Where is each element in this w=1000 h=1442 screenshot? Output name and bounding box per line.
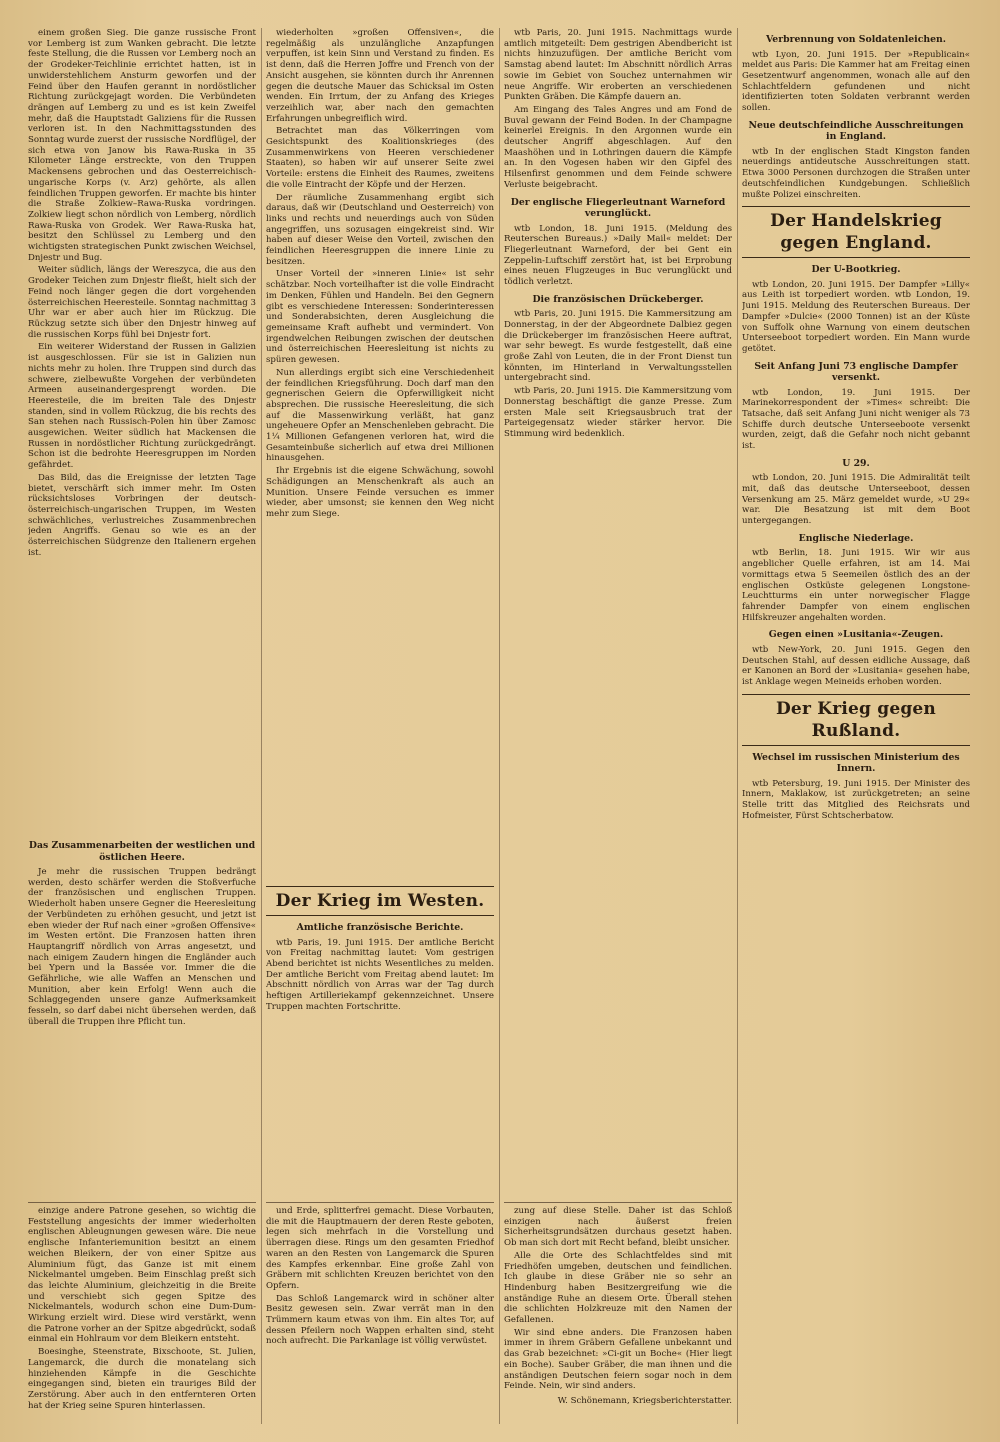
column-2 bbox=[266, 28, 494, 1424]
byline: W. Schönemann, Kriegsberichterstatter. bbox=[557, 1395, 732, 1406]
section-heading: Wechsel im russischen Ministerium des Innern. bbox=[752, 751, 960, 775]
article-text: Boesinghe, Steenstrate, Bixschoote, St. Julien, Langemarck, die durch die monatelang sich hinziehenden Kämpfe in die Geschichte eingegangen sind, bieten ein trauriges Bild der Zerstörung. Aber auch in den entfernteren Orten hat der Krieg seine Spuren hinterlassen. bbox=[28, 1347, 256, 1411]
article-text: Das Schloß Langemarck wird in schöner alter Besitz gewesen sein. Zwar verrät man in den Trümmern kaum etwas von ihm. Ein altes Tor, auf dessen Pfeilern noch Wappen erhalten sind, steht noch aufrecht. Die Parkanlage ist völlig verwüstet. bbox=[266, 1293, 494, 1347]
article-text: einem großen Sieg. Die ganze russische Front vor Lemberg ist zum Wanken gebracht. Die letzte feste Stellung, die die Russen vor Lemberg noch an der Grodeker-Teichlinie errichtet hatten, ist in unwiderstehlichem Ansturm geworfen und der Feind über den Haufen gerannt in nordöstlicher Richtung zurückgejagt worden. Die Verbündeten drängen auf Lemberg zu und es ist kein Zweifel mehr, daß die Hauptstadt Galiziens für die Russen verloren ist. In den Nachmittagsstunden des Sonntag wurde zuerst der russische Nordflügel, der sich etwa von Janow bis Rawa-Ruska in 35 Kilometer Länge erstreckte, von den Truppen Mackensens gebrochen und das Oesterreichisch-ungarische Korps (v. Arz) gehörte, als allen feindlichen Truppen geworfen. Er machte bis hinter die Straße Zolkiew–Rawa-Ruska vordringen. Zolkiew liegt schon nördlich von Lemberg, nördlich Rawa-Ruska von Grodek. Wer Rawa-Ruska hat, besitzt den Schlüssel zu Lemberg und den wichtigsten strategischen Punkt zwischen Weichsel, Dnjestr und Bug. bbox=[28, 28, 256, 263]
section-heading: Englische Niederlage. bbox=[798, 532, 914, 544]
section-heading: U 29. bbox=[842, 457, 870, 469]
article-text: Ihr Ergebnis ist die eigene Schwächung, sowohl Schädigungen an Menschenkraft als auch an Munition. Unsere Feinde versuchen es immer wieder, aber umsonst; sie kennen den Weg nicht mehr zum Siege. bbox=[266, 466, 494, 519]
section-heading: Seit Anfang Juni 73 englische Dampfer versenkt. bbox=[754, 360, 958, 384]
article-text: wtb Paris, 20. Juni 1915. Die Kammersitzung vom Donnerstag beschäftigt die ganze Presse. Zum ersten Male seit Kriegsausbruch trat der Parteigegensatz wieder stärker hervor. Die Stimmung wird bedenklich. bbox=[504, 386, 732, 439]
article-text: Unser Vorteil der »inneren Linie« ist sehr schätzbar. Noch vorteilhafter ist die volle Eindracht im Denken, Fühlen und Handeln. Bei den Gegnern gibt es verschiedene Interessen: Sonderinteressen und Sonderabsichten, deren Ausgleichung die gemeinsame Kraft aufhebt und vermindert. Von irgendwelchen Reibungen zwischen der deutschen und österreichischen Heeresleitung ist nichts zu spüren gewesen. bbox=[266, 269, 494, 366]
column-4 bbox=[742, 28, 970, 1424]
column-rule bbox=[261, 28, 262, 1424]
section-heading: Der englische Fliegerleutnant Warneford verunglückt. bbox=[510, 196, 726, 220]
section-heading: Gegen einen »Lusitania«-Zeugen. bbox=[768, 629, 944, 641]
section-banner: Der Krieg im Westen. bbox=[266, 886, 494, 916]
column-2-top bbox=[266, 28, 494, 868]
column-1-mid bbox=[28, 834, 256, 1196]
article-text: wtb New-York, 20. Juni 1915. Gegen den Deutschen Stahl, auf dessen eidliche Aussage, daß er Kanonen an Bord der »Lusitania« gesehen habe, ist Anklage wegen Meineids erhoben worden. bbox=[742, 644, 970, 687]
section-divider bbox=[266, 1202, 494, 1203]
article-text: Je mehr die russischen Truppen bedrängt werden, desto schärfer werden die Stoßverfuche der französischen und englischen Truppen. Wiederholt haben unsere Gegner die Heeresleitung der Verbündeten zu erhöhen gesucht, und jetzt ist eben wieder der Ruf nach einer »großen Offensive« im Westen ertönt. Die Franzosen hatten ihren Hauptangriff nördlich von Arras angesetzt, und nach einigem Zaudern hingen die Engländer auch bei Ypern und la Bassée vor. Immer die die Gefährliche, wie alle Waffen an Menschen und Munition, aber kein Erfolg! Wenn auch die Schlaggegenden unsere ganze Aufmerksamkeit fesseln, so darf dabei nicht übersehen werden, daß überall die Truppen ihre Pflicht tun. bbox=[28, 867, 256, 1027]
column-3 bbox=[504, 28, 732, 1424]
column-rule bbox=[499, 28, 500, 1424]
column-2-bottom bbox=[266, 1206, 494, 1424]
column-rule bbox=[737, 28, 738, 1424]
article-text: Ein weiterer Widerstand der Russen in Galizien ist ausgeschlossen. Für sie ist in Galizien nun nichts mehr zu holen. Ihre Truppen sind durch das schwere, zielbewußte Vorgehen der verbündeten Armeen auseinandergesprengt worden. Die Heeresteile, die im breiten Tale des Dnjestr standen, sind in vollem Rückzug, die bis rechts des San stehen nach Russisch-Polen hin über Zamosc ausgewichen. Weiter südlich hat Mackensen die Russen in nordöstlicher Richtung zurückgedrängt. Schon ist die bedrohte Heeresgruppen im Norden gefährdet. bbox=[28, 342, 256, 471]
article-text: Wir sind ebne anders. Die Franzosen haben immer in ihrem Gräbern Gefallene unbekannt und das Grab bezeichnet: »Ci-git un Boche« (Hier liegt ein Boche). Sauber Gräber, die man ihnen und die anständigen Deutschen feiern sogar noch in dem Feinde. Nein, wir sind anders. bbox=[504, 1327, 732, 1392]
article-text: wtb Paris, 20. Juni 1915. Die Kammersitzung am Donnerstag, in der der Abgeordnete Dalbiez gegen die Drückeberger im französischen Heere auftrat, war sehr bewegt. Es wurde festgestellt, daß eine große Zahl von Leuten, die in der Front Dienst tun könnten, im Hinterland in Verwaltungsstellen untergebracht sind. bbox=[504, 309, 732, 384]
column-4-body bbox=[742, 28, 970, 1424]
section-heading: Das Zusammenarbeiten der westlichen und östlichen Heere. bbox=[28, 840, 256, 863]
section-banner: Der Krieg gegen Rußland. bbox=[742, 694, 970, 746]
article-text: wtb London, 20. Juni 1915. Die Admiralität teilt mit, daß das deutsche Unterseeboot, dessen Versenkung am 25. März gemeldet wurde, »U 29« war. Die Besatzung ist mit dem Boot untergegangen. bbox=[742, 473, 970, 527]
article-text: Nun allerdings ergibt sich eine Verschiedenheit der feindlichen Kriegsführung. Doch darf man den gegnerischen Geiern die Opferwilligkeit nicht absprechen. Die russische Heeresleitung, die sich auf die Massenwirkung verläßt, hat ganz ungeheuere Opfer an Menschenleben gebracht. Die 1¼ Millionen Gefangenen verloren hat, wird die Gesamteinbuße sicherlich auf etwa drei Millionen hinausgehen. bbox=[266, 367, 494, 464]
column-3-bottom bbox=[504, 1206, 732, 1424]
columns bbox=[28, 28, 970, 1424]
article-text: Am Eingang des Tales Angres und am Fond de Buval gewann der Feind Boden. In der Champagne keinerlei Ereignis. In den Argonnen wurde ein deutscher Angriff abgeschlagen. Auf den Maashöhen und in Lothringen dauern die Kämpfe an. In den Vogesen haben wir den Gipfel des Hilsenfirst genommen und dem Feinde schwere Verluste beigebracht. bbox=[504, 104, 732, 190]
article-text: wtb Paris, 20. Juni 1915. Nachmittags wurde amtlich mitgeteilt: Dem gestrigen Abendbericht ist nichts hinzuzufügen. Der amtliche Bericht vom Samstag abend lautet: Im Abschnitt nördlich Arras sowie im Gebiet von Souchez unternahmen wir neue Angriffe. Wir eroberten an verschiedenen Punkten Gräben. Die Kämpfe dauern an. bbox=[504, 28, 732, 103]
section-heading: Die französischen Drückeberger. bbox=[532, 293, 704, 305]
article-text: einzige andere Patrone gesehen, so wichtig die Feststellung angesichts der immer wiederholten englischen Ableugnungen gewesen wäre. Die neue englische Infanteriemunition besitzt an einem weichen Bleikern, der von einer Spitze aus Aluminium fügt, das Ganze ist mit einem Nickelmantel umgeben. Beim Einschlag preßt sich das leichte Aluminium, gleichzeitig in die Breite und verschiebt sich gegen Spitze des Nickelmantels, wodurch schon eine Dum-Dum-Wirkung erzielt wird. Diese wird verstärkt, wenn die Patrone vorher an der Spitze abgedrückt, sodaß einmal ein Hohlraum vor dem Bleikern entsteht. bbox=[28, 1206, 256, 1345]
article-text: wtb Lyon, 20. Juni 1915. Der »Republicain« meldet aus Paris: Die Kammer hat am Freitag einen Gesetzentwurf angenommen, wonach alle auf den Schlachtfeldern gefundenen und nicht identifizierten toten Soldaten verbrannt werden sollen. bbox=[742, 49, 970, 114]
article-text: wtb London, 20. Juni 1915. Der Dampfer »Lilly« aus Leith ist torpediert worden. wtb London, 19. Juni 1915. Meldung des Reuterschen Bureaus. Der Dampfer »Dulcie« (2000 Tonnen) ist an der Küste von Suffolk ohne Warnung von einem deutschen Unterseeboot torpediert worden. Ein Mann wurde getötet. bbox=[742, 279, 970, 354]
column-3-top bbox=[504, 28, 732, 1196]
article-text: Alle die Orte des Schlachtfeldes sind mit Friedhöfen umgeben, deutschen und feindlichen. Ich glaube in diese Gräber nie so sehr an Hindenburg haben Besitzergreifung wie die anständige Ruhe an diesem Orte. Überall stehen die schlichten Holzkreuze mit den Namen der Gefallenen. bbox=[504, 1250, 732, 1326]
article-text: wtb London, 19. Juni 1915. Der Marinekorrespondent der »Times« schreibt: Die Tatsache, daß seit Anfang Juni nicht weniger als 73 Schiffe durch deutsche Unterseeboote versenkt wurden, zeigt, daß die Gefahr noch nicht gebannt ist. bbox=[742, 387, 970, 452]
column-1-bottom bbox=[28, 1206, 256, 1424]
column-2-mid bbox=[266, 880, 494, 1200]
section-heading: Neue deutschfeindliche Ausschreitungen in England. bbox=[748, 119, 964, 143]
article-text: Der räumliche Zusammenhang ergibt sich daraus, daß wir (Deutschland und Oesterreich) von links und rechts und neuerdings auch von Süden angegriffen, uns sozusagen eingekreist sind. Wir haben auf dieser Weise den Vorteil, zwischen den feindlichen Heeresgruppen die innere Linie zu besitzen. bbox=[266, 192, 494, 267]
article-text: wtb In der englischen Stadt Kingston fanden neuerdings antideutsche Ausschreitungen statt. Etwa 3000 Personen durchzogen die Straßen unter deutschfeindlichen Kundgebungen. Schließlich mußte Polizei einschreiten. bbox=[742, 146, 970, 200]
section-heading: Verbrennung von Soldatenleichen. bbox=[765, 34, 947, 45]
article-text: zung auf diese Stelle. Daher ist das Schloß einzigen nach äußerst freien Sicherheitsgrundsätzen durchaus gesetzt haben. Ob man sich dort mit Recht befand, bleibt unsicher. bbox=[504, 1206, 732, 1249]
article-text: wtb Petersburg, 19. Juni 1915. Der Minister des Innern, Maklakow, ist zurückgetreten; an seine Stelle tritt das Mitglied des Reichsrats und Hofmeister, Fürst Schtscherbatow. bbox=[742, 778, 970, 821]
column-1-top bbox=[28, 28, 256, 828]
section-banner: Der Handelskrieg gegen England. bbox=[742, 206, 970, 258]
section-heading: Amtliche französische Berichte. bbox=[296, 922, 464, 933]
section-heading: Der U-Bootkrieg. bbox=[811, 264, 901, 276]
article-text: wiederholten »großen Offensiven«, die regelmäßig als unzulängliche Anzapfungen verpuffen, ist kein Sinn und Verstand zu finden. Es ist denn, daß die Herren Joffre und French von der Ansicht ausgehen, sie könnten durch ihr Anrennen gegen die deutsche Mauer das Schicksal im Osten wenden. Ein Irrtum, der zu Anfang des Krieges verzeihlich war, aber nach den gemachten Erfahrungen unbegreiflich wird. bbox=[266, 28, 494, 124]
article-text: Weiter südlich, längs der Wereszyca, die aus den Grodeker Teichen zum Dnjestr fließt, hielt sich der Feind noch länger gegen die dort vorgehenden österreichischen Heeresteile. Sonntag nachmittag 3 Uhr war er aber auch hier im Rückzug. Die Rückzug setzte sich über den Dnjestr hinweg auf die russischen Korps fühl bei Dnjestr fort. bbox=[28, 265, 256, 340]
column-1 bbox=[28, 28, 256, 1424]
article-text: Betrachtet man das Völkerringen vom Gesichtspunkt des Koalitionskrieges (des Zusammenwirkens von Heeren verschiedener Staaten), so haben wir auf unserer Seite zwei Vorteile: erstens die Einheit des Raumes, zweitens die volle Eintracht der Köpfe und der Herzen. bbox=[266, 126, 494, 190]
article-text: wtb Berlin, 18. Juni 1915. Wir wir aus angeblicher Quelle erfahren, ist am 14. Mai vormittags etwa 5 Seemeilen östlich des an der englischen Ostküste gelegenen Longstone-Leuchtturms ein unter norwegischer Flagge fahrender Dampfer von einem englischen Hilfskreuzer angehalten worden. bbox=[742, 548, 970, 623]
article-text: wtb Paris, 19. Juni 1915. Der amtliche Bericht von Freitag nachmittag lautet: Vom gestrigen Abend berichtet ist nichts Wesentliches zu melden. Der amtliche Bericht vom Freitag abend lautet: Im Abschnitt nördlich von Arras war der Tag durch heftigen Artilleriekampf gekennzeichnet. Unsere Truppen machten Fortschritte. bbox=[266, 937, 494, 1012]
article-text: wtb London, 18. Juni 1915. (Meldung des Reuterschen Bureaus.) »Daily Mail« meldet: Der Fliegerleutnant Warneford, der bei Gent ein Zeppelin-Luftschiff zerstört hat, ist bei Erprobung eines neuen Flugzeuges in Buc verunglückt und tödlich verletzt. bbox=[504, 223, 732, 288]
article-text: und Erde, splitterfrei gemacht. Diese Vorbauten, die mit die Hauptmauern der deren Reste geboten, legen sich mehrfach in die Vorstellung und überragen diese. Rings um den gesamten Friedhof waren an den Resten von Langemarck die Spuren des Kampfes erkennbar. Eine große Zahl von Gräbern mit schlichten Kreuzen berichtet von den Opfern. bbox=[266, 1206, 494, 1291]
section-divider bbox=[28, 1202, 256, 1203]
section-divider bbox=[504, 1202, 732, 1203]
article-text: Das Bild, das die Ereignisse der letzten Tage bietet, verschärft sich immer mehr. Im Osten rücksichtsloses Vorbringen der deutsch-österreichisch-ungarischen Truppen, im Westen schwächliches, verlustreiches Zusammenbrechen jeden Angriffs. Genau so wie es an der österreichischen Südgrenze den Italienern ergehen ist. bbox=[28, 472, 256, 558]
